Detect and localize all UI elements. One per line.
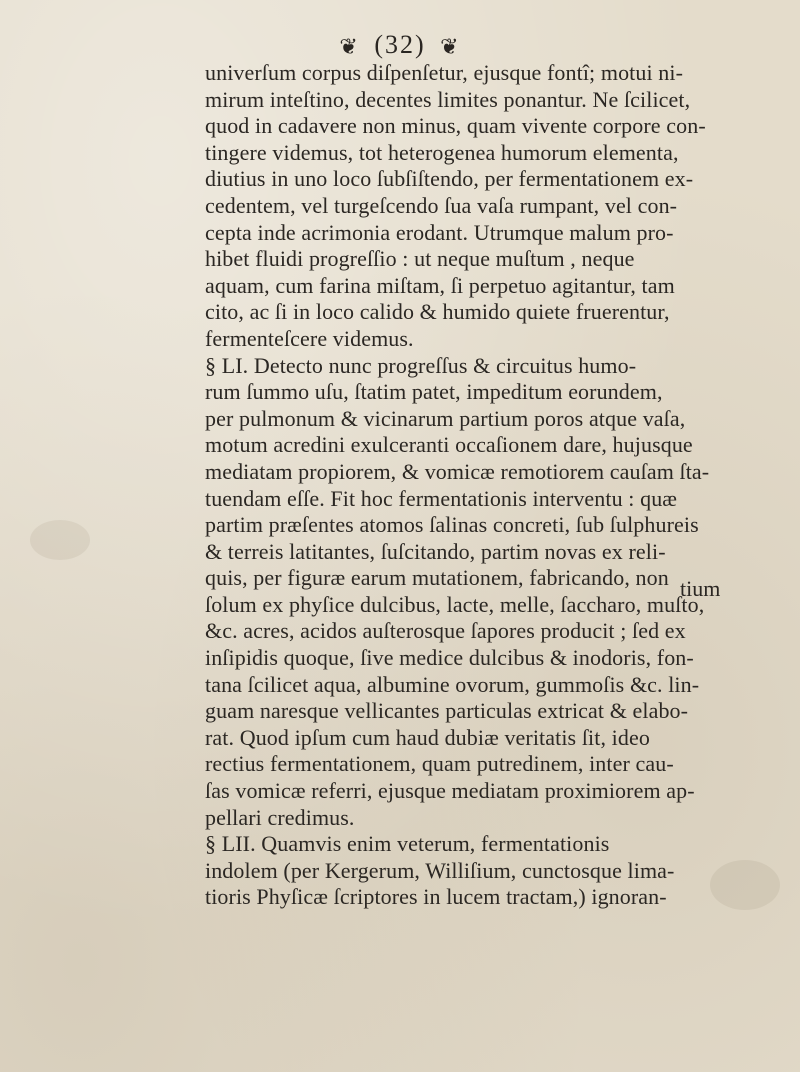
paper-stain	[30, 520, 90, 560]
text-line: indolem (per Kergerum, Williſium, cunctosque lima-	[205, 857, 675, 883]
text-line: tingere videmus, tot heterogenea humorum elementa,	[205, 139, 679, 165]
text-line: ſas vomicæ referri, ejusque mediatam proximiorem ap-	[205, 778, 695, 804]
body-text	[205, 60, 765, 911]
text-line: § LII. Quamvis enim veterum, fermentationis	[205, 831, 610, 857]
text-line: univerſum corpus diſpenſetur, ejusque fontî; motui ni-	[205, 60, 684, 85]
text-line: fermenteſcere videmus.	[205, 325, 414, 351]
text-line: rat. Quod ipſum cum haud dubiæ veritatis ſit, ideo	[205, 724, 650, 750]
text-line: cedentem, vel turgeſcendo ſua vaſa rumpant, vel con-	[205, 192, 678, 218]
text-line: § LI. Detecto nunc progreſſus & circuitus humo-	[205, 352, 637, 378]
text-line: ſolum ex phyſice dulcibus, lacte, melle, ſaccharo, muſto,	[205, 591, 705, 617]
text-line: hibet fluidi progreſſio : ut neque muſtum , neque	[205, 246, 635, 272]
ornament-left-icon: ❦	[339, 34, 360, 60]
text-line: & terreis latitantes, ſuſcitando, partim novas ex reli-	[205, 538, 666, 564]
text-line: inſipidis quoque, ſive medice dulcibus & inodoris, fon-	[205, 645, 694, 671]
text-line: &c. acres, acidos auſterosque ſapores producit ; ſed ex	[205, 618, 686, 644]
text-line: mediatam propiorem, & vomicæ remotiorem cauſam ſta-	[205, 458, 710, 484]
text-line: pellari credimus.	[205, 804, 355, 830]
text-line: rum ſummo uſu, ſtatim patet, impeditum eorundem,	[205, 379, 663, 405]
text-line: cito, ac ſi in loco calido & humido quiete fruerentur,	[205, 299, 670, 325]
text-line: tana ſcilicet aqua, albumine ovorum, gummoſis &c. lin-	[205, 671, 700, 697]
page-header	[0, 30, 800, 60]
text-line: partim præſentes atomos ſalinas concreti, ſub ſulphureis	[205, 512, 699, 538]
text-line: tioris Phyſicæ ſcriptores in lucem tractam,) ignoran-	[205, 884, 667, 910]
text-line: quis, per figuræ earum mutationem, fabricando, non	[205, 565, 669, 591]
text-line: quod in cadavere non minus, quam vivente corpore con-	[205, 113, 706, 139]
text-line: diutius in uno loco ſubſiſtendo, per fermentationem ex-	[205, 166, 694, 192]
ornament-right-icon: ❦	[440, 34, 461, 60]
text-line: aquam, cum farina miſtam, ſi perpetuo agitantur, tam	[205, 272, 675, 298]
text-line: tuendam eſſe. Fit hoc fermentationis interventu : quæ	[205, 485, 678, 511]
page-number: (32)	[374, 30, 426, 59]
text-line: per pulmonum & vicinarum partium poros atque vaſa,	[205, 405, 686, 431]
text-line: guam naresque vellicantes particulas extricat & elabo-	[205, 698, 689, 724]
text-line: cepta inde acrimonia erodant. Utrumque malum pro-	[205, 219, 674, 245]
text-line: motum acredini exulceranti occaſionem dare, hujusque	[205, 432, 693, 458]
text-line: mirum inteſtino, decentes limites ponantur. Ne ſcilicet,	[205, 86, 691, 112]
text-line: rectius fermentationem, quam putredinem, inter cau-	[205, 751, 674, 777]
catchword: tium	[680, 576, 721, 601]
